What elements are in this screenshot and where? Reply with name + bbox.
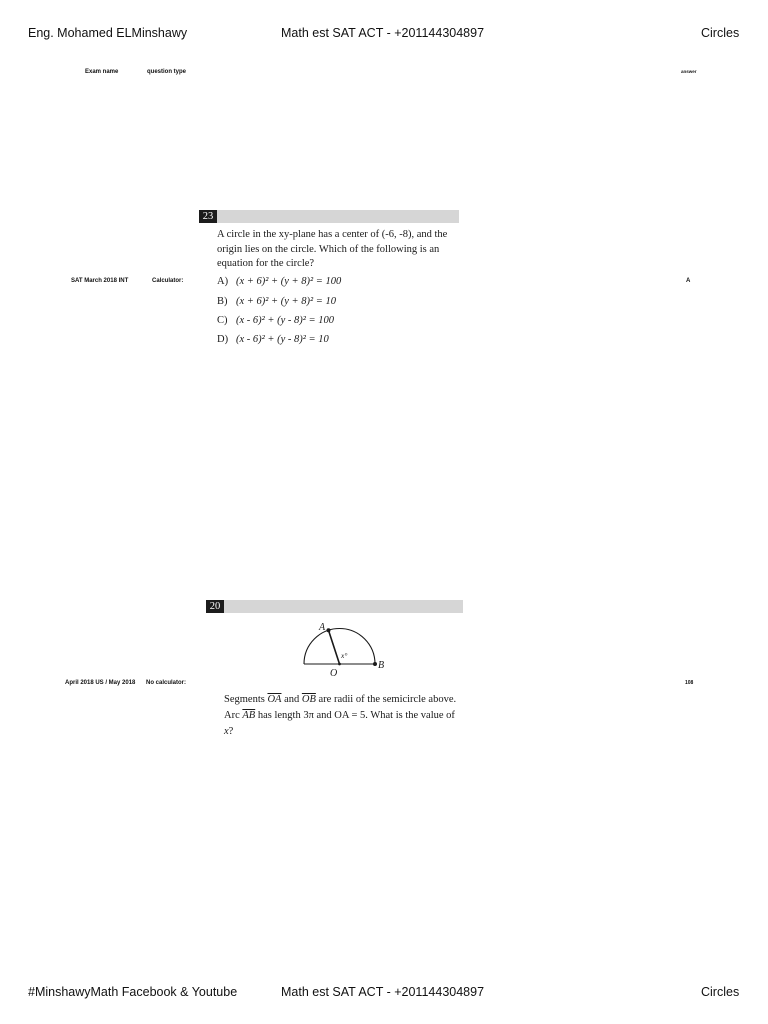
column-exam-name: Exam name [85, 69, 119, 75]
question-type: Calculator: [152, 278, 184, 284]
choice-equation: (x - 6)² + (y - 8)² = 100 [236, 315, 335, 326]
segment-oa: $\overline{OA}$ [267, 694, 282, 705]
column-answer: answer [681, 69, 697, 74]
question-type: No calculator: [146, 680, 187, 686]
header-title: Math est SAT ACT - +201144304897 [281, 26, 485, 40]
text-part: ? [228, 726, 234, 737]
choice-a [217, 276, 341, 287]
question-number-bar [206, 600, 463, 613]
choice-label: A) [217, 276, 229, 287]
answer-value: 108 [685, 680, 694, 686]
semicircle-figure [292, 618, 392, 680]
variable-x: x [224, 726, 229, 737]
exam-name: SAT March 2018 INT [71, 278, 129, 284]
choice-label: C) [217, 315, 228, 326]
semicircle-arc [304, 629, 375, 665]
point-o [338, 663, 341, 666]
answer-value: A [686, 278, 691, 284]
footer-social: #MinshawyMath Facebook & Youtube [28, 985, 238, 999]
choice-equation: (x + 6)² + (y + 8)² = 10 [236, 296, 336, 307]
choice-equation: (x - 6)² + (y - 8)² = 10 [236, 334, 329, 345]
choice-c [217, 315, 334, 326]
question-text: A circle in the xy-plane has a center of (-6, -8), and the origin lies on the circle. Which of the following is an equation for the circle? [217, 229, 448, 269]
choice-equation: (x + 6)² + (y + 8)² = 100 [236, 276, 342, 287]
text-part: and [284, 694, 300, 705]
exam-name: April 2018 US / May 2018 [65, 680, 136, 686]
question-number-bar [199, 210, 459, 223]
label-o: O [330, 668, 338, 679]
radius-oa [329, 630, 340, 664]
text-part: are radii of the semicircle above. Arc [224, 694, 457, 721]
choice-label: D) [217, 334, 229, 345]
question-number: 23 [199, 210, 217, 223]
footer-title: Math est SAT ACT - +201144304897 [281, 985, 485, 999]
header-topic: Circles [701, 26, 740, 40]
arc-ab: $\overline{AB}$ [242, 710, 256, 721]
label-b: B [378, 660, 385, 671]
column-question-type: question type [147, 69, 187, 75]
label-a: A [319, 622, 326, 633]
label-angle: x° [341, 651, 348, 660]
choice-d [217, 334, 329, 345]
point-b [373, 662, 377, 666]
text-part: has length 3π and OA = 5. What is the value of [257, 710, 455, 721]
choice-label: B) [217, 296, 228, 307]
footer-topic: Circles [701, 985, 740, 999]
segment-ob: $\overline{OB}$ [301, 694, 316, 705]
point-a [327, 628, 331, 632]
text-part: Segments [224, 694, 265, 705]
question-number: 20 [206, 600, 224, 613]
header-author: Eng. Mohamed ELMinshawy [28, 26, 188, 40]
question-text [224, 692, 464, 740]
choice-b [217, 296, 336, 307]
